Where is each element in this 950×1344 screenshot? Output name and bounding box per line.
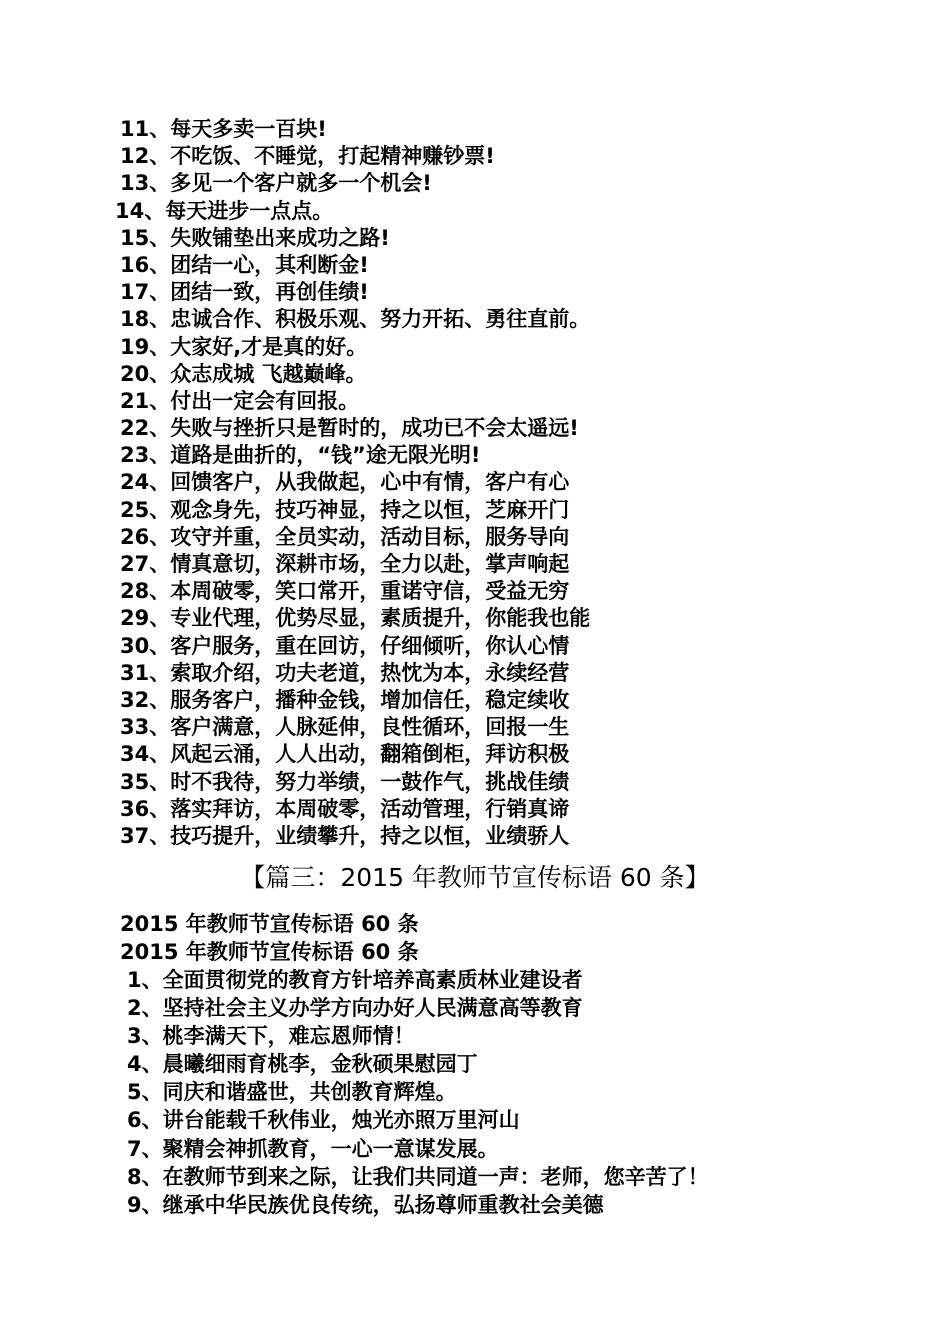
- slogan-line: 7、聚精会神抓教育，一心一意谋发展。: [127, 1136, 499, 1161]
- slogan-list-part2: [115, 116, 591, 850]
- slogan-line: 13、多见一个客户就多一个机会!: [120, 171, 432, 196]
- slogan-line: 35、时不我待，努力举绩，一鼓作气，挑战佳绩: [120, 769, 570, 794]
- slogan-line: 17、团结一致，再创佳绩!: [120, 280, 369, 305]
- slogan-line: 31、索取介绍，功夫老道，热忱为本，永续经营: [120, 660, 570, 685]
- slogan-line: 26、攻守并重，全员实动，活动目标，服务导向: [120, 524, 570, 549]
- slogan-line: 20、众志成城 飞越巅峰。: [120, 361, 367, 386]
- slogan-line: 34、风起云涌，人人出动，翻箱倒柜，拜访积极: [120, 742, 570, 767]
- slogan-line: 2、坚持社会主义办学方向办好人民满意高等教育: [127, 996, 583, 1021]
- slogan-line: 18、忠诚合作、积极乐观、努力开拓、勇往直前。: [120, 307, 591, 332]
- slogan-line: 37、技巧提升，业绩攀升，持之以恒，业绩骄人: [120, 823, 570, 848]
- slogan-line: 4、晨曦细雨育桃李，金秋硕果慰园丁: [127, 1052, 478, 1077]
- slogan-line: 3、桃李满天下，难忘恩师情！: [127, 1024, 415, 1049]
- subtitle-group: [120, 910, 419, 966]
- slogan-list-part3: [127, 966, 709, 1219]
- slogan-line: 28、本周破零，笑口常开，重诺守信，受益无穷: [120, 579, 570, 604]
- slogan-line: 15、失败铺垫出来成功之路!: [120, 225, 390, 250]
- section-heading: 【篇三：2015 年教师节宣传标语 60 条】: [240, 863, 710, 892]
- slogan-line: 32、服务客户，播种金钱，增加信任，稳定续收: [120, 687, 570, 712]
- slogan-line: 36、落实拜访，本周破零，活动管理，行销真谛: [120, 796, 570, 821]
- slogan-line: 23、道路是曲折的，“钱”途无限光明!: [120, 443, 481, 468]
- slogan-line: 14、每天进步一点点。: [115, 198, 334, 223]
- slogan-line: 30、客户服务，重在回访，仔细倾听，你认心情: [120, 633, 570, 658]
- slogan-line: 24、回馈客户，从我做起，心中有情，客户有心: [120, 470, 570, 495]
- slogan-line: 5、同庆和谐盛世，共创教育辉煌。: [127, 1080, 457, 1105]
- slogan-line: 33、客户满意，人脉延伸，良性循环，回报一生: [120, 715, 570, 740]
- slogan-line: 27、情真意切，深耕市场，全力以赴，掌声响起: [120, 552, 570, 576]
- slogan-line: 29、专业代理，优势尽显，素质提升，你能我也能: [120, 606, 591, 631]
- section-subtitle: 2015 年教师节宣传标语 60 条: [120, 912, 419, 936]
- slogan-line: 22、失败与挫折只是暂时的，成功已不会太遥远!: [120, 416, 579, 441]
- slogan-line: 16、团结一心，其利断金!: [120, 252, 369, 277]
- slogan-line: 1、全面贯彻党的教育方针培养高素质林业建设者: [127, 968, 583, 992]
- slogan-line: 21、付出一定会有回报。: [120, 388, 360, 413]
- section-subtitle: 2015 年教师节宣传标语 60 条: [120, 940, 419, 964]
- slogan-line: 12、不吃饭、不睡觉，打起精神赚钞票!: [120, 144, 495, 169]
- slogan-line: 9、继承中华民族优良传统，弘扬尊师重教社会美德: [127, 1192, 604, 1217]
- slogan-line: 19、大家好,才是真的好。: [120, 334, 368, 359]
- slogan-line: 8、在教师节到来之际，让我们共同道一声：老师，您辛苦了！: [127, 1164, 709, 1189]
- slogan-line: 25、观念身先，技巧神显，持之以恒，芝麻开门: [120, 497, 570, 522]
- slogan-line: 6、讲台能载千秋伟业，烛光亦照万里河山: [127, 1108, 520, 1133]
- slogan-line: 11、每天多卖一百块!: [120, 117, 327, 141]
